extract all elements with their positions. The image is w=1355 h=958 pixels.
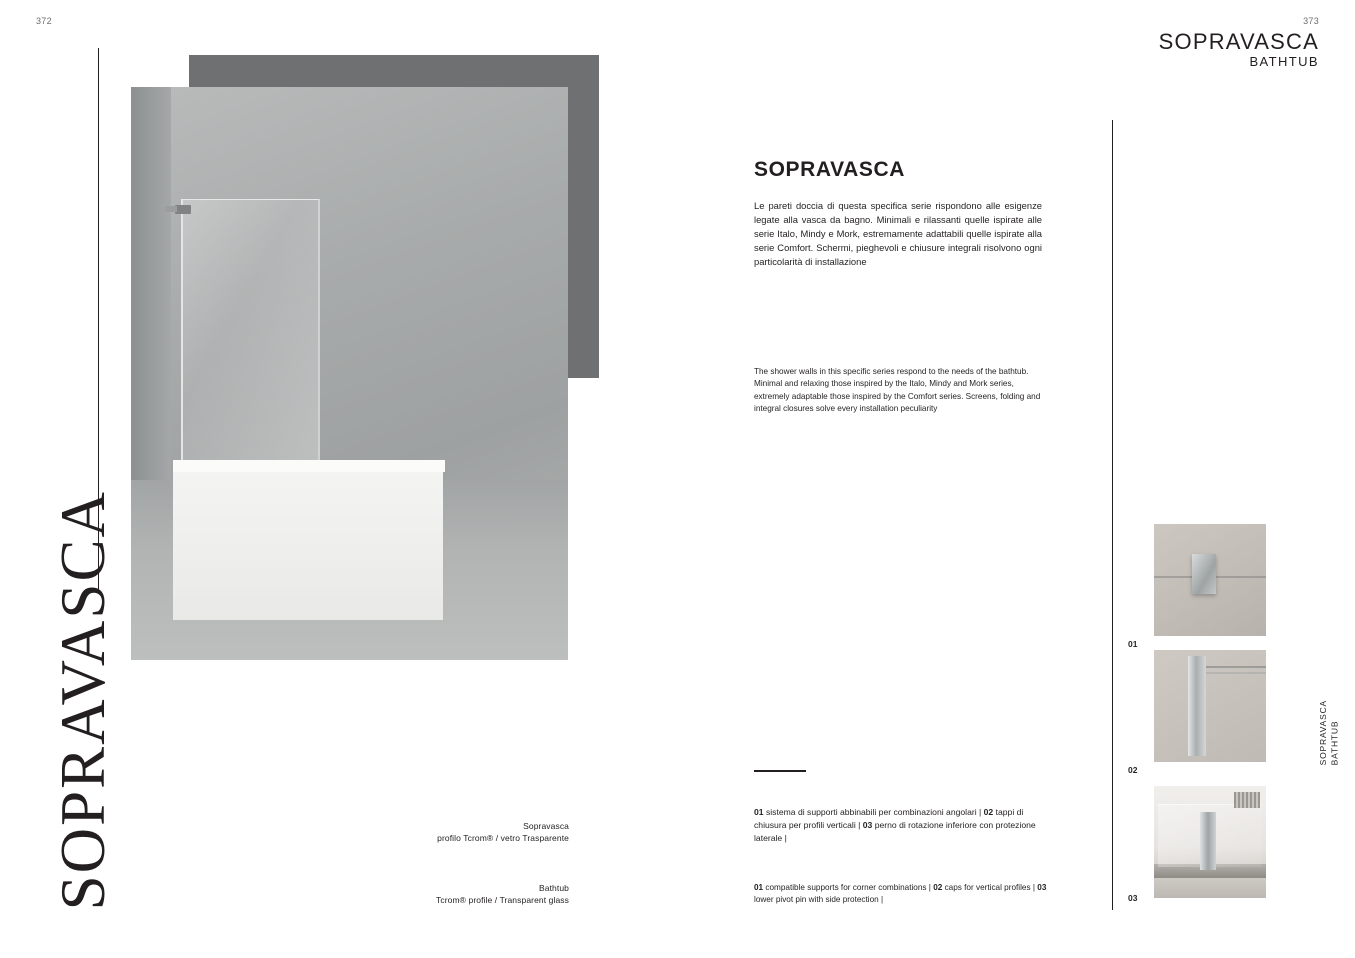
running-head-subtitle: BATHTUB	[1249, 54, 1319, 70]
detail-column-rule	[1112, 120, 1113, 910]
side-running-head	[1318, 700, 1341, 765]
section-body-italian: Le pareti doccia di questa specifica serie rispondono alle esigenze legate alla vasca da bagno. Minimali e rilassanti quelle ispirate alle serie Italo, Mindy e Mork, estremamente adattabili quelle ispirate alla serie Comfort. Schermi, pieghevoli e chiusure integrali risolvono ogni particolarità di installazione	[754, 200, 1042, 267]
page-number-right: 373	[1303, 16, 1319, 26]
feature-num-01-en: 01	[754, 883, 764, 892]
feature-num-02-en: 02	[933, 883, 943, 892]
hero-caption-it-line2: profilo Tcrom® / vetro Trasparente	[437, 833, 569, 844]
detail-grate-icon	[1234, 792, 1260, 808]
feature-text-02-en: caps for vertical profiles |	[944, 883, 1035, 892]
section-title: SOPRAVASCA	[754, 158, 906, 181]
glass-wall-bracket-icon	[175, 205, 191, 214]
photo-wall-left	[131, 87, 171, 480]
feature-num-03-it: 03	[862, 819, 873, 830]
hero-caption-english	[300, 882, 569, 907]
detail-item-01	[1154, 524, 1266, 636]
feature-text-03-en: lower pivot pin with side protection |	[754, 895, 884, 905]
hero-caption-en-line2: Tcrom® profile / Transparent glass	[436, 895, 569, 906]
hero-caption-en-line1: Bathtub	[538, 883, 569, 893]
running-head-title: SOPRAVASCA	[1158, 29, 1319, 54]
bathtub-side	[443, 452, 489, 619]
feature-text-01-it: sistema di supporti abbinabili per combinazioni angolari |	[765, 807, 982, 817]
shower-glass-panel	[181, 199, 320, 475]
hero-caption-it-line1: Sopravasca	[523, 821, 569, 831]
feature-list-italian	[754, 806, 1050, 845]
detail-glass-overlay	[1158, 804, 1262, 867]
side-running-head-title: SOPRAVASCA	[1318, 700, 1329, 766]
hero-photo	[131, 87, 568, 660]
detail-item-02	[1154, 650, 1266, 762]
page-title-vertical: SOPRAVASCA	[48, 489, 118, 910]
hero-image	[131, 55, 599, 660]
detail-label-03: 03	[1128, 893, 1138, 903]
page-number-left: 372	[36, 16, 52, 26]
detail-item-03	[1154, 786, 1266, 898]
detail-thumb-vertical-profile	[1154, 650, 1266, 762]
feature-text-01-en: compatible supports for corner combinations |	[765, 883, 931, 892]
bathtub-rim	[173, 460, 445, 472]
feature-text-03-it: perno di rotazione inferiore con protezione laterale |	[754, 819, 1036, 843]
bathtub	[173, 452, 489, 627]
detail-thumb-wall-bracket	[1154, 524, 1266, 636]
bathtub-front	[173, 468, 443, 620]
feature-num-03-en: 03	[1037, 883, 1047, 892]
detail-thumb-lower-pivot	[1154, 786, 1266, 898]
detail-label-01: 01	[1128, 639, 1138, 649]
hero-caption-italian	[300, 820, 569, 845]
feature-num-01-it: 01	[754, 807, 764, 817]
feature-text-02-it: tappi di chiusura per profili verticali |	[754, 807, 1024, 830]
running-head	[1159, 30, 1319, 69]
feature-num-02-it: 02	[983, 807, 994, 817]
feature-divider	[754, 770, 806, 772]
section-body-english: The shower walls in this specific series respond to the needs of the bathtub. Minimal and relaxing those inspired by the Italo, Mindy and Mork series, extremely adaptable those inspired by the Comfort series. Screens, folding and integral closures solve every installation peculiarity	[754, 367, 1041, 413]
detail-label-02: 02	[1128, 765, 1138, 775]
side-running-head-subtitle: BATHTUB	[1329, 720, 1340, 766]
feature-list-english	[754, 882, 1050, 907]
